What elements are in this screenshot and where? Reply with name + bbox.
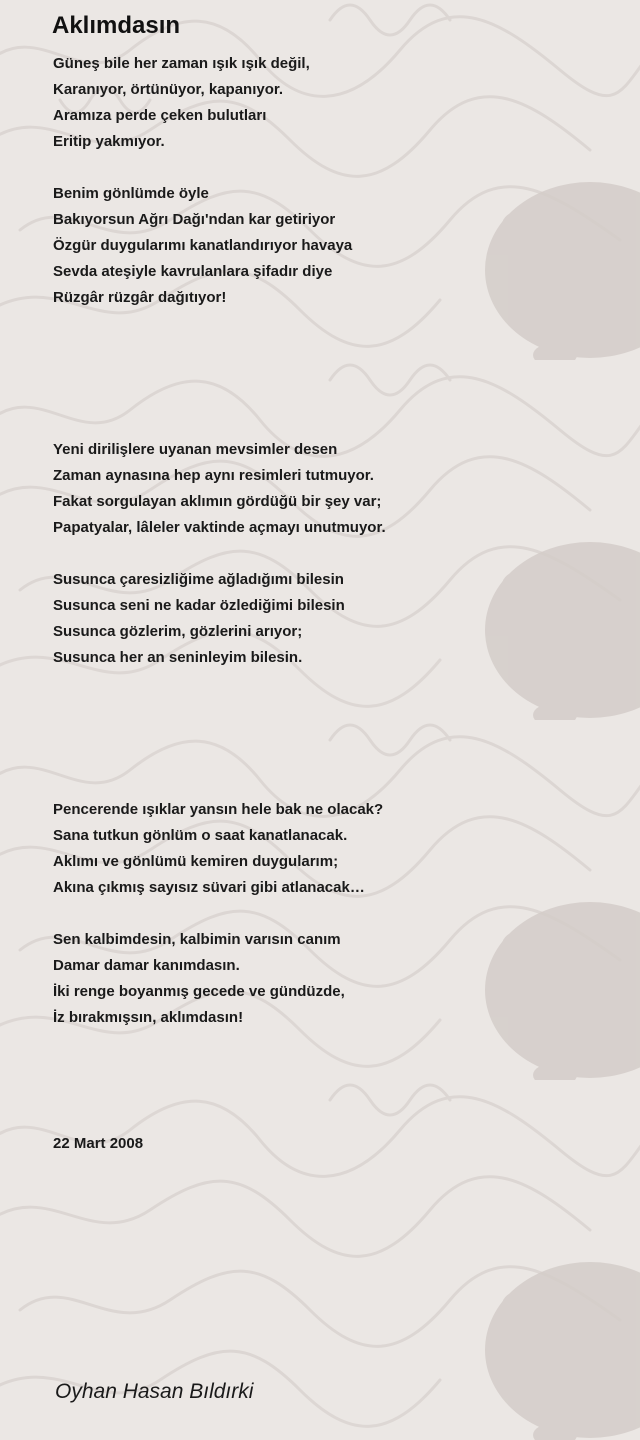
poem-title: Aklımdasın: [52, 12, 181, 39]
poem-line: Susunca çaresizliğime ağladığımı bilesin: [53, 571, 344, 588]
stanza-1: [53, 51, 310, 155]
poem-line: Özgür duygularımı kanatlandırıyor havaya: [53, 237, 353, 254]
poem-line: Rüzgâr rüzgâr dağıtıyor!: [53, 289, 227, 306]
poem-line: Akına çıkmış sayısız süvari gibi atlanacak…: [53, 879, 365, 896]
stanza-4: [53, 567, 345, 671]
poem-line: Fakat sorgulayan aklımın gördüğü bir şey var;: [53, 493, 382, 510]
poem-line: Benim gönlümde öyle: [53, 185, 209, 202]
poem-line: Sen kalbimdesin, kalbimin varısın canım: [53, 931, 341, 948]
poem-line: Bakıyorsun Ağrı Dağı'ndan kar getiriyor: [53, 211, 336, 228]
poem-line: İz bırakmışsın, aklımdasın!: [53, 1009, 244, 1026]
stanza-3: [53, 437, 386, 541]
poem-line: Sana tutkun gönlüm o saat kanatlanacak.: [53, 827, 348, 844]
poem-line: Güneş bile her zaman ışık ışık değil,: [53, 55, 310, 72]
poem-line: Eritip yakmıyor.: [53, 133, 165, 150]
poem-line: Susunca seni ne kadar özlediğimi bilesin: [53, 597, 345, 614]
poem-line: Aklımı ve gönlümü kemiren duygularım;: [53, 853, 339, 870]
poem-line: Aramıza perde çeken bulutları: [53, 107, 267, 124]
poem-line: Papatyalar, lâleler vaktinde açmayı unutmuyor.: [53, 519, 386, 536]
poem-line: Sevda ateşiyle kavrulanlara şifadır diye: [53, 263, 333, 280]
poem-line: Susunca gözlerim, gözlerini arıyor;: [53, 623, 303, 640]
poem-line: Damar damar kanımdasın.: [53, 957, 240, 974]
poem-line: Zaman aynasına hep aynı resimleri tutmuyor.: [53, 467, 374, 484]
poem-line: Yeni dirilişlere uyanan mevsimler desen: [53, 441, 338, 458]
stanza-6: [53, 927, 345, 1031]
stanza-5: [53, 797, 383, 901]
poem-line: Karanıyor, örtünüyor, kapanıyor.: [53, 81, 284, 98]
poem-date: 22 Mart 2008: [53, 1135, 144, 1152]
poem-author: Oyhan Hasan Bıldırki: [55, 1380, 254, 1403]
poem-line: Pencerende ışıklar yansın hele bak ne olacak?: [53, 801, 384, 818]
poem-line: Susunca her an seninleyim bilesin.: [53, 649, 303, 666]
poem-line: İki renge boyanmış gecede ve gündüzde,: [53, 983, 345, 1000]
stanza-2: [53, 181, 352, 311]
